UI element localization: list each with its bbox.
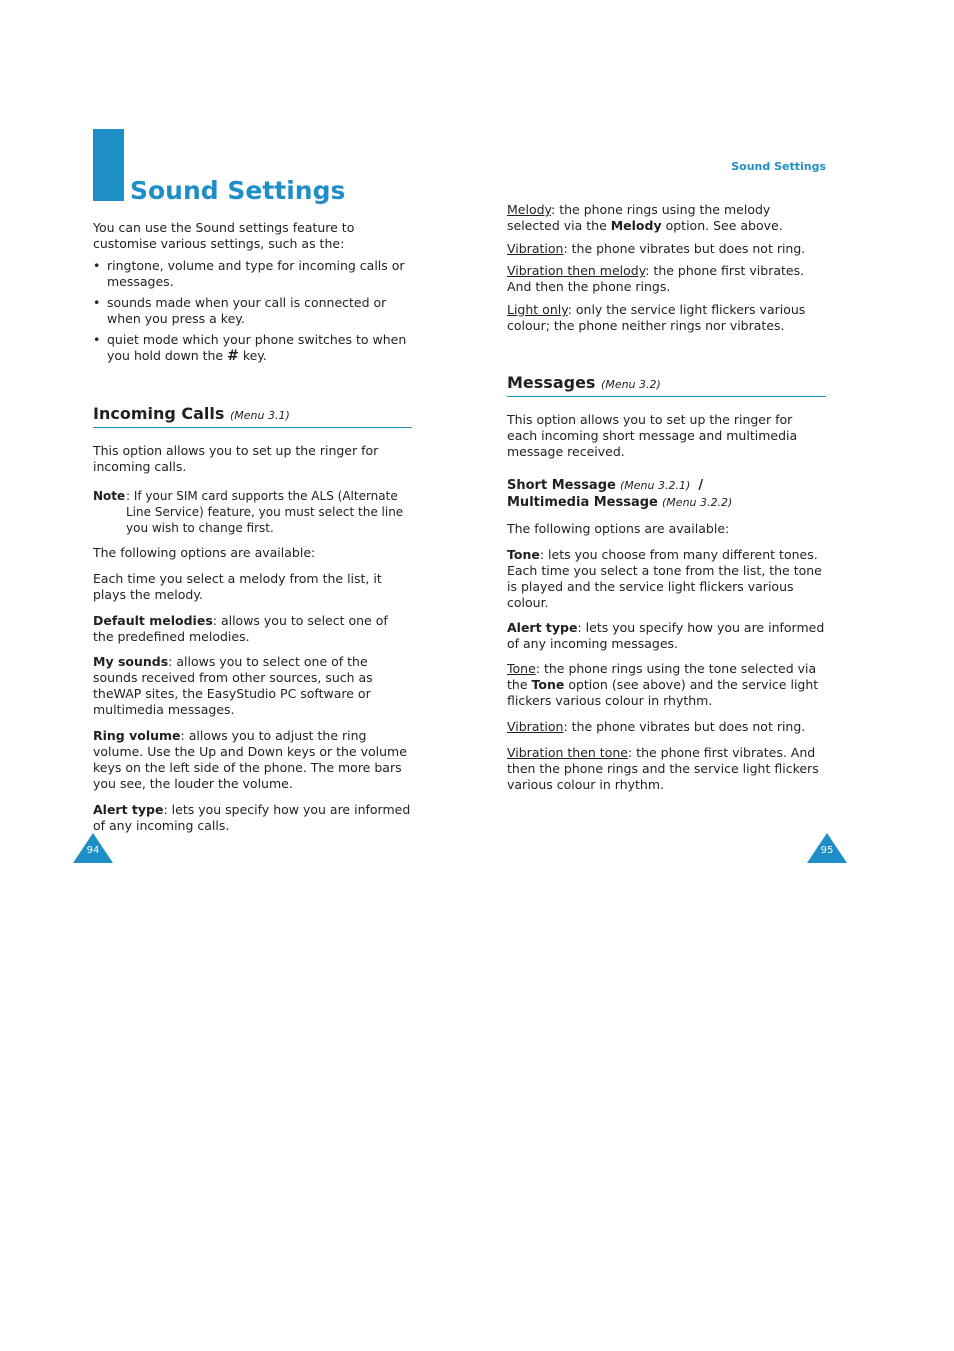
incoming-calls-body	[93, 443, 411, 834]
alert-type-item: Alert type: lets you specify how you are informed of any incoming calls.	[93, 802, 411, 833]
page-number: 94	[86, 845, 100, 856]
incoming-calls-heading: Incoming Calls (Menu 3.1)	[93, 404, 290, 423]
my-sounds-item: My sounds: allows you to select one of the sounds received from other sources, such as theWAP sites, the EasyStudio PC software or multimedia messages.	[93, 654, 373, 717]
options-intro: The following options are available:	[93, 545, 316, 560]
messages-body	[507, 412, 825, 793]
chapter-title: Sound Settings	[130, 176, 346, 205]
default-melodies-item: Default melodies: allows you to select one of the predefined melodies.	[93, 613, 388, 644]
messages-vibration-item: Vibration: the phone vibrates but does not ring.	[507, 719, 806, 734]
list-item: • ringtone, volume and type for incoming calls or messages.	[93, 258, 405, 289]
vibration-item: Vibration: the phone vibrates but does not ring.	[507, 241, 806, 256]
list-item: • quiet mode which your phone switches to when you hold down the # key.	[93, 332, 407, 364]
messages-options-intro: The following options are available:	[507, 521, 730, 536]
left-column	[93, 220, 411, 369]
messages-alert-type-item: Alert type: lets you specify how you are informed of any incoming messages.	[507, 620, 825, 651]
messages-desc: This option allows you to set up the ringer for each incoming short message and multimedia message received.	[507, 412, 798, 459]
intro-paragraph: You can use the Sound settings feature to customise various settings, such as the:	[93, 220, 355, 251]
section-rule	[93, 427, 412, 428]
hash-key-icon: #	[227, 348, 239, 364]
note-label: Note	[93, 489, 126, 503]
each-time-text: Each time you select a melody from the list, it plays the melody.	[93, 571, 382, 602]
list-item: • sounds made when your call is connected or when you press a key.	[93, 295, 387, 326]
right-column	[507, 202, 825, 334]
section-rule	[507, 396, 826, 397]
page-number: 95	[820, 845, 834, 856]
tone-item: Tone: lets you choose from many different tones. Each time you select a tone from the list, the tone is played and the service light flickers various colour.	[507, 547, 822, 610]
light-only-item: Light only: only the service light flickers various colour; the phone neither rings nor vibrates.	[507, 302, 806, 333]
running-head: Sound Settings	[731, 160, 826, 173]
sub-heading: Short Message (Menu 3.2.1) / Multimedia Message (Menu 3.2.2)	[507, 478, 733, 510]
ring-volume-item: Ring volume: allows you to adjust the ring volume. Use the Up and Down keys or the volume keys on the left side of the phone. The more bars you see, the louder the volume.	[93, 728, 407, 791]
vibration-then-melody-item: Vibration then melody: the phone first vibrates. And then the phone rings.	[507, 263, 805, 294]
melody-item: Melody: the phone rings using the melody selected via the Melody option. See above.	[507, 202, 783, 233]
tone-option-item: Tone: the phone rings using the tone selected via the Tone option (see above) and the service light flickers various colour in rhythm.	[507, 661, 819, 708]
incoming-desc: This option allows you to set up the ringer for incoming calls.	[93, 443, 379, 474]
note-text: : If your SIM card supports the ALS (Alternate Line Service) feature, you must select the line you wish to change first.	[126, 489, 404, 535]
note-block	[93, 488, 411, 536]
chapter-marker-bar	[93, 129, 124, 201]
messages-heading: Messages (Menu 3.2)	[507, 373, 661, 392]
feature-list	[93, 258, 411, 364]
vibration-then-tone-item: Vibration then tone: the phone first vibrates. And then the phone rings and the service light flickers various colour in rhythm.	[507, 745, 819, 792]
